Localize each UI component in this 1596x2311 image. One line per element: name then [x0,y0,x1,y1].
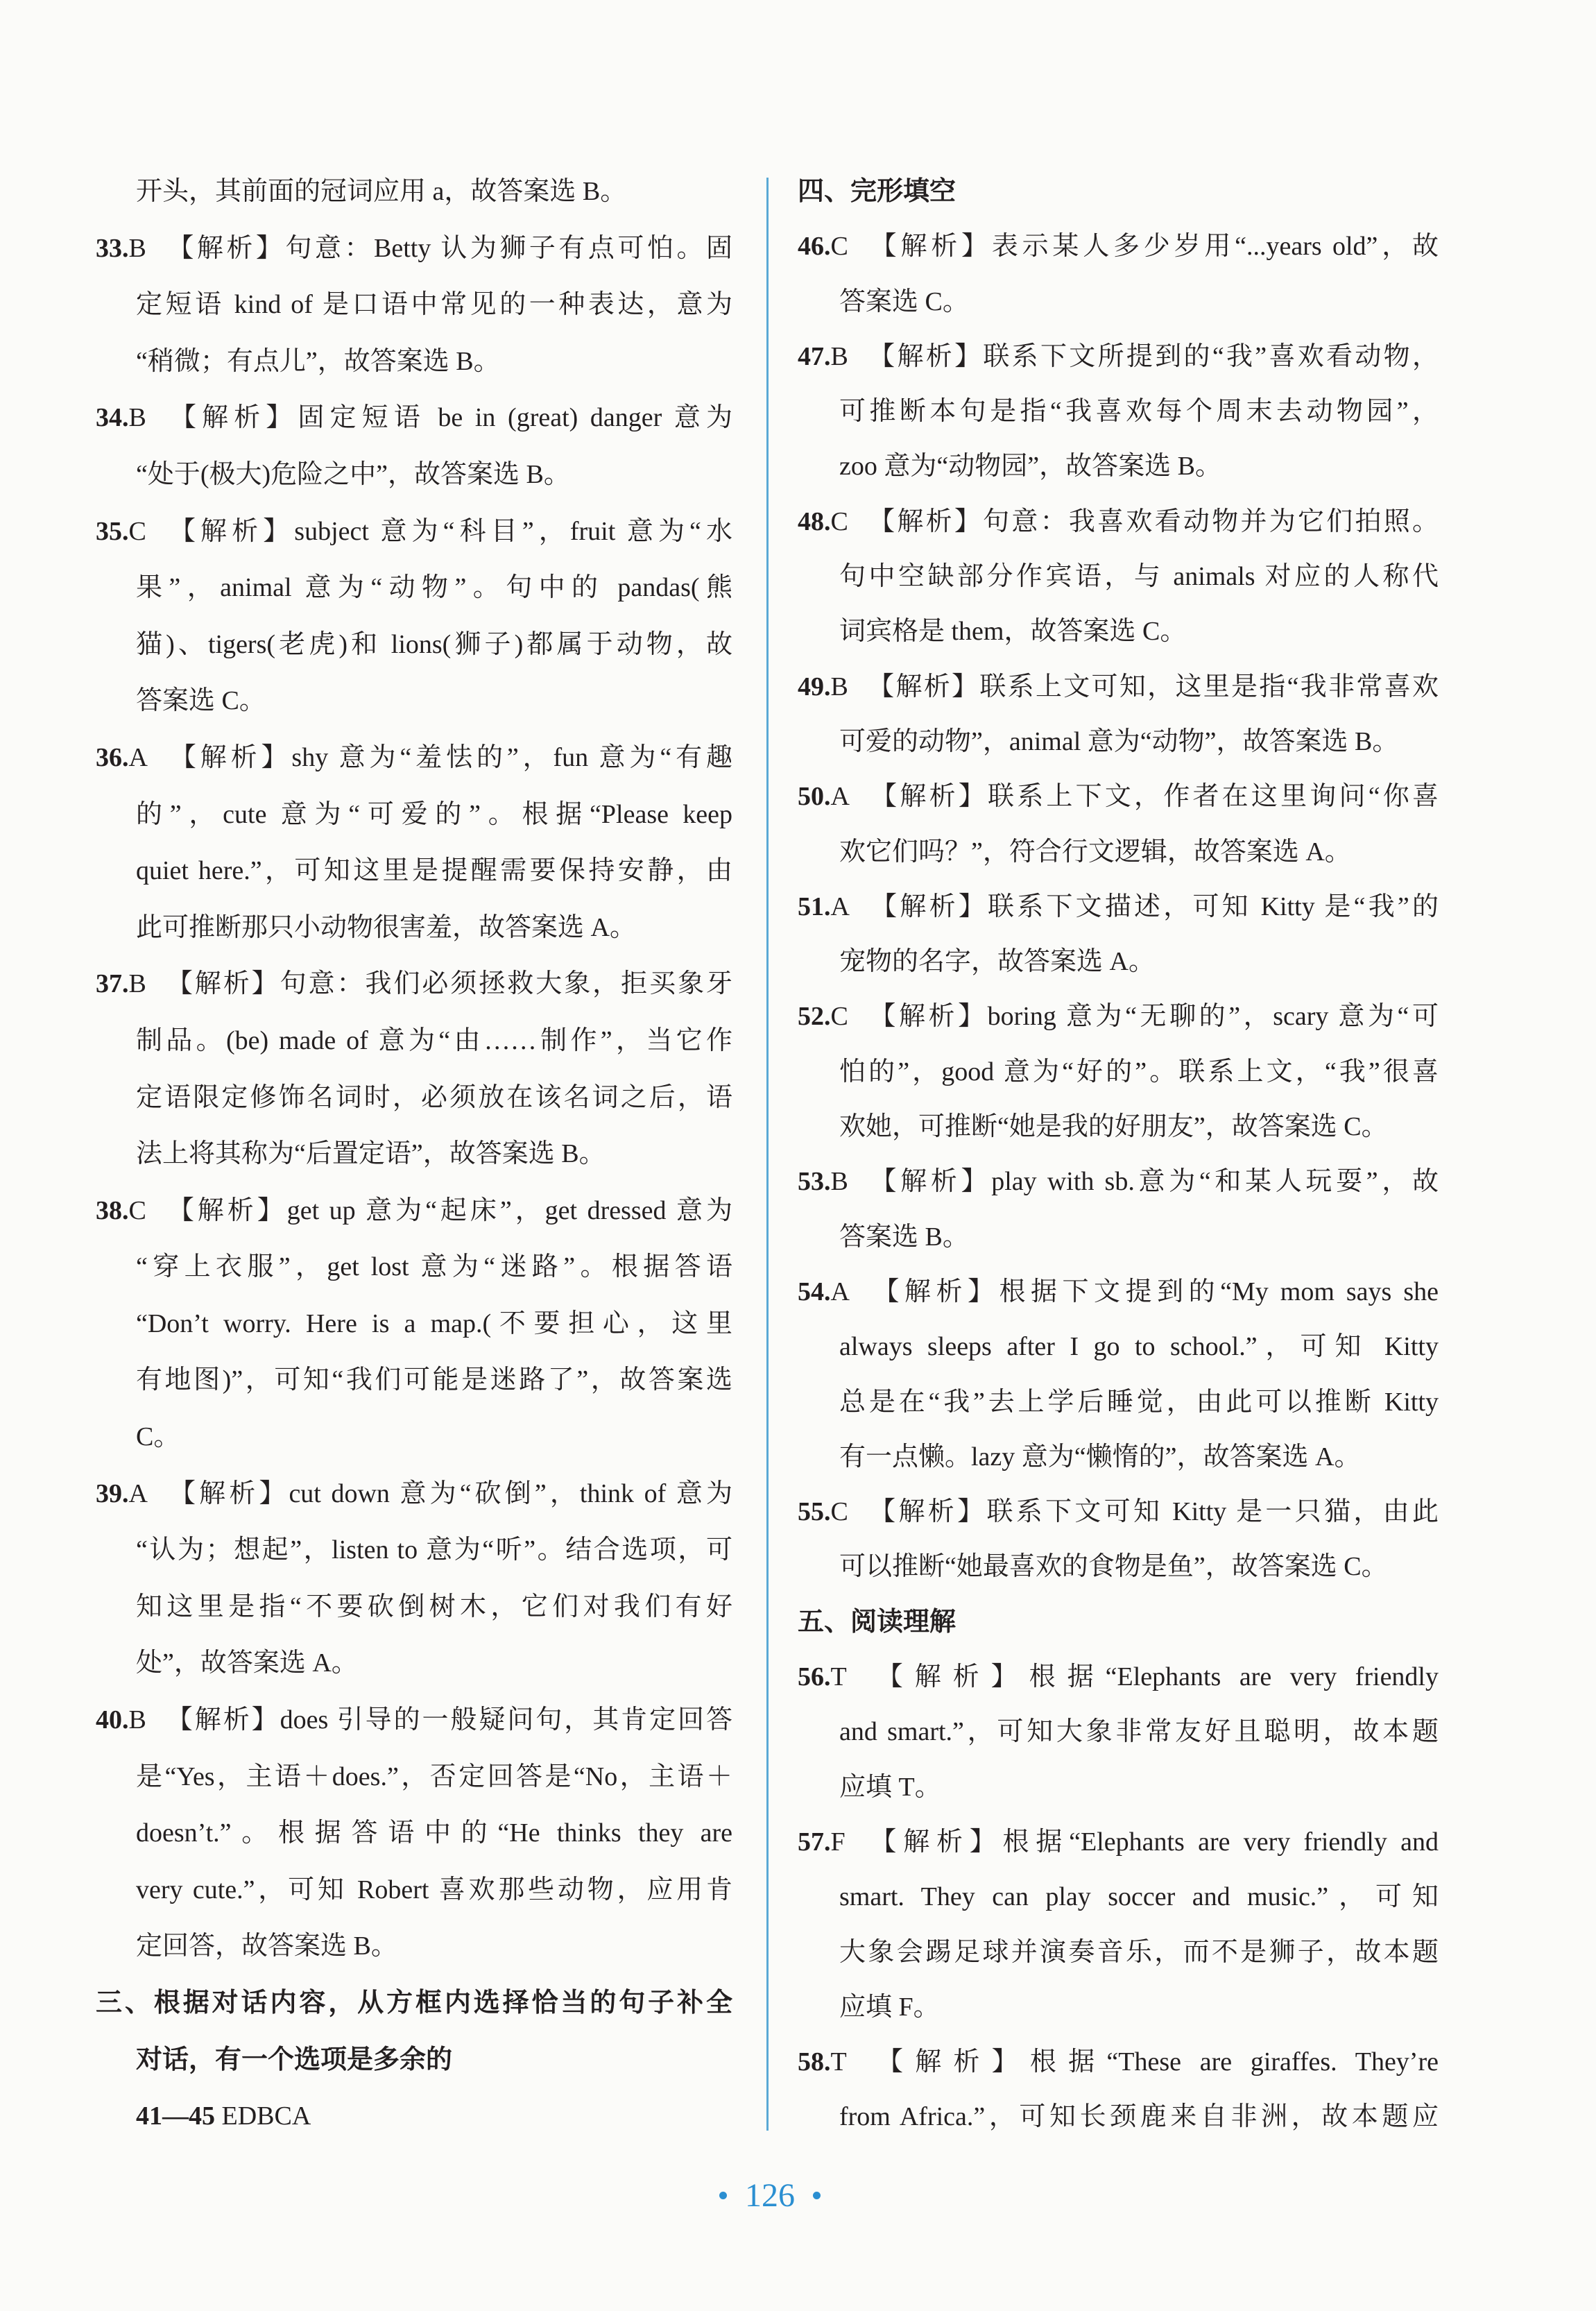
item-line: 定语限定修饰名词时，必须放在该名词之后，语 [136,1082,732,1112]
explanation-text: 【解析】根据“Elephants are very friendly and [863,1827,1439,1857]
explanation-text: 【解析】句意：我喜欢看动物并为它们拍照。 [866,506,1439,536]
item-line: quiet here.”，可知这里是提醒需要保持安静，由 [136,856,732,886]
answer-item-36 [96,730,732,956]
item-line: 的”，cute 意为“可爱的”。根据“Please keep [136,799,732,829]
section-3-answers-line [96,2088,732,2145]
answer-letter: A [830,782,850,812]
item-line: C。 [136,1422,180,1452]
continuation-line: 开头，其前面的冠词应用 a，故答案选 B。 [136,177,627,206]
item-line: from Africa.”，可知长颈鹿来自非洲，故本题应 [839,2102,1439,2132]
answer-item-52 [798,989,1439,1154]
item-line: 知这里是指“不要砍倒树木，它们对我们有好 [136,1592,732,1621]
page-number: 126 [745,2177,795,2214]
question-number: 35. [96,516,129,546]
item-line: 欢她，可推断“她是我的好朋友”，故答案选 C。 [839,1112,1388,1142]
item-line: 句中空缺部分作宾语，与 animals 对应的人称代 [839,562,1439,592]
item-line: “认为；想起”，listen to 意为“听”。结合选项，可 [136,1535,732,1565]
answer-letter: C [830,232,848,262]
item-line: 应填 T。 [839,1772,941,1802]
answer-letter: B [128,233,146,263]
section-4-title: 四、完形填空 [798,177,956,206]
explanation-text: 【解析】固定短语 be in (great) danger 意为 [164,403,732,433]
answer-item-48 [798,495,1439,660]
item-first-line [96,221,732,278]
answer-item-35 [96,504,732,730]
answer-letter: A [830,1277,850,1306]
answer-letter: F [830,1827,846,1857]
section-3 [96,1975,732,2145]
item-first-line [798,660,1439,715]
question-number: 37. [96,969,129,999]
question-number: 51. [798,892,831,921]
explanation-text: 【解析】does 引导的一般疑问句，其肯定回答 [164,1705,732,1735]
question-number: 46. [798,232,831,262]
answer-item-40 [96,1692,732,1975]
question-number: 33. [96,233,129,263]
page-dot-left [719,2192,727,2199]
answer-letter: C [830,1002,848,1032]
answer-letter: A [128,1478,148,1508]
answer-letter: T [830,1662,847,1692]
page-number-footer [666,2170,874,2222]
question-number: 38. [96,1195,129,1225]
item-line: 处”，故答案选 A。 [136,1648,358,1678]
item-line: 有地图)”，可知“我们可能是迷路了”，故答案选 [136,1365,732,1395]
item-line: 有一点懒。lazy 意为“懒惰的”，故答案选 A。 [839,1442,1361,1472]
question-number: 47. [798,341,831,371]
item-first-line [96,504,732,561]
question-number: 40. [96,1705,129,1735]
answer-letter: C [128,1195,146,1225]
item-line: 大象会踢足球并演奏音乐，而不是狮子，故本题 [839,1937,1439,1967]
question-number: 55. [798,1497,831,1527]
item-line: “处于(极大)危险之中”，故答案选 B。 [136,459,570,489]
question-range: 41—45 [136,2101,215,2131]
item-line: 制品。(be) made of 意为“由……制作”，当它作 [136,1025,732,1055]
item-first-line [798,880,1439,935]
right-column [798,164,1439,2145]
item-line: zoo 意为“动物园”，故答案选 B。 [839,452,1221,481]
explanation-text: 【解析】cut down 意为“砍倒”，think of 意为 [165,1478,732,1508]
answer-item-50 [798,769,1439,880]
explanation-text: 【解析】句意：我们必须拯救大象，拒买象牙 [164,969,732,999]
answer-sequence: EDBCA [221,2101,311,2131]
explanation-text: 【解析】联系上文可知，这里是指“我非常喜欢 [866,672,1439,701]
item-line: 法上将其称为“后置定语”，故答案选 B。 [136,1139,606,1169]
item-first-line [798,2035,1439,2090]
answer-letter: C [830,506,848,536]
item-line: “Don’t worry. Here is a map.(不要担心，这里 [136,1308,732,1338]
item-line: “穿上衣服”，get lost 意为“迷路”。根据答语 [136,1252,732,1282]
item-first-line [798,989,1439,1044]
explanation-text: 【解析】get up 意为“起床”，get dressed 意为 [164,1195,732,1225]
item-first-line [798,219,1439,274]
item-line: 可推断本句是指“我喜欢每个周末去动物园”， [839,397,1439,427]
section-3-title-line-2: 对话，有一个选项是多余的 [136,2045,453,2074]
explanation-text: 【解析】联系上下文，作者在这里询问“你喜 [867,782,1439,812]
answer-item-33 [96,221,732,391]
item-line: very cute.”，可知 Robert 喜欢那些动物，应用肯 [136,1875,732,1904]
item-line: 猫)、tigers(老虎)和 lions(狮子)都属于动物，故 [136,629,732,659]
page-dot-right [813,2192,821,2199]
question-number: 34. [96,403,129,433]
explanation-text: 【解析】根据下文提到的“My mom says she [867,1277,1439,1306]
item-first-line [96,1466,732,1523]
item-line: 词宾格是 them，故答案选 C。 [839,617,1187,647]
column-divider [766,178,769,2131]
item-first-line [798,1485,1439,1540]
item-first-line [798,769,1439,824]
explanation-text: 【解析】shy 意为“羞怯的”，fun 意为“有趣 [165,742,732,772]
question-number: 52. [798,1002,831,1032]
answer-item-34 [96,390,732,503]
item-line: 果”，animal 意为“动物”。句中的 pandas(熊 [136,573,732,603]
item-line: smart. They can play soccer and music.”，可知 [839,1882,1439,1912]
explanation-text: 【解析】subject 意为“科目”，fruit 意为“水 [164,516,732,546]
item-line: always sleeps after I go to school.”，可知 Kitty [839,1332,1439,1362]
item-first-line [798,1815,1439,1870]
question-number: 50. [798,782,831,812]
item-first-line [96,956,732,1013]
answer-letter: A [128,742,148,772]
question-number: 49. [798,672,831,701]
item-first-line [96,1692,732,1749]
answer-item-55 [798,1485,1439,1595]
explanation-text: 【解析】联系下文所提到的“我”喜欢看动物， [866,341,1439,371]
question-number: 54. [798,1277,831,1306]
answer-item-39 [96,1466,732,1692]
explanation-text: 【解析】play with sb.意为“和某人玩耍”，故 [866,1167,1439,1197]
item-line: 此可推断那只小动物很害羞，故答案选 A。 [136,912,636,942]
item-line: 是“Yes，主语＋does.”，否定回答是“No，主语＋ [136,1762,732,1791]
answer-letter: C [830,1497,848,1527]
answer-item-54 [798,1265,1439,1485]
left-column [96,164,732,2145]
answer-letter: B [830,341,848,371]
answer-letter: T [830,2047,847,2077]
answer-item-56 [798,1650,1439,1815]
item-first-line [798,1650,1439,1705]
item-line: 定短语 kind of 是口语中常见的一种表达，意为 [136,290,732,320]
answer-letter: B [128,1705,146,1735]
item-line: 总是在“我”去上学后睡觉，由此可以推断 Kitty [839,1387,1439,1417]
answer-item-51 [798,880,1439,990]
item-line: 定回答，故答案选 B。 [136,1931,397,1961]
section-5-title: 五、阅读理解 [798,1607,956,1637]
question-number: 56. [798,1662,831,1692]
answer-letter: B [128,969,146,999]
answer-letter: B [830,672,848,701]
item-first-line [96,1183,732,1240]
item-line: 答案选 B。 [839,1222,969,1252]
item-first-line [96,390,732,447]
item-first-line [798,1265,1439,1320]
answer-item-47 [798,330,1439,495]
item-first-line [798,1154,1439,1209]
item-first-line [96,730,732,787]
question-number: 39. [96,1478,129,1508]
answer-letter: B [830,1167,848,1197]
answer-item-38 [96,1183,732,1466]
answer-item-57 [798,1815,1439,2035]
question-number: 58. [798,2047,831,2077]
answer-item-58 [798,2035,1439,2145]
question-number: 53. [798,1167,831,1197]
item-line: 应填 F。 [839,1992,940,2022]
question-number: 48. [798,506,831,536]
explanation-text: 【解析】联系下文可知 Kitty 是一只猫，由此 [866,1497,1439,1527]
answer-letter: C [128,516,146,546]
item-line: “稍微；有点儿”，故答案选 B。 [136,346,500,376]
item-first-line [798,495,1439,549]
answer-letter: A [830,892,850,921]
explanation-text: 【解析】表示某人多少岁用“...years old”，故 [866,232,1439,262]
section-3-title-line-1: 三、根据对话内容，从方框内选择恰当的句子补全 [96,1988,732,2018]
item-line: and smart.”，可知大象非常友好且聪明，故本题 [839,1717,1439,1747]
question-number: 36. [96,742,129,772]
item-line: 答案选 C。 [839,287,969,316]
answer-letter: B [128,403,146,433]
explanation-text: 【解析】句意：Betty 认为狮子有点可怕。固 [164,233,732,263]
item-line: 可以推断“她最喜欢的食物是鱼”，故答案选 C。 [839,1552,1388,1582]
explanation-text: 【解析】boring 意为“无聊的”，scary 意为“可 [866,1002,1439,1032]
item-line: 怕的”，good 意为“好的”。联系上文，“我”很喜 [839,1057,1439,1086]
question-number: 57. [798,1827,831,1857]
item-line: 宠物的名字，故答案选 A。 [839,947,1155,977]
answer-item-49 [798,660,1439,770]
answer-item-53 [798,1154,1439,1265]
answer-item-46 [798,219,1439,330]
item-first-line [798,330,1439,384]
item-line: doesn’t.”。根据答语中的“He thinks they are [136,1818,732,1848]
item-line: 欢它们吗？”，符合行文逻辑，故答案选 A。 [839,837,1351,867]
explanation-text: 【解析】根据“These are giraffes. They’re [864,2047,1439,2077]
item-line: 可爱的动物”，animal 意为“动物”，故答案选 B。 [839,726,1399,756]
item-line: 答案选 C。 [136,686,266,716]
explanation-text: 【解析】根据“Elephants are very friendly [864,1662,1439,1692]
explanation-text: 【解析】联系下文描述，可知 Kitty 是“我”的 [867,892,1439,921]
answer-item-37 [96,956,732,1182]
